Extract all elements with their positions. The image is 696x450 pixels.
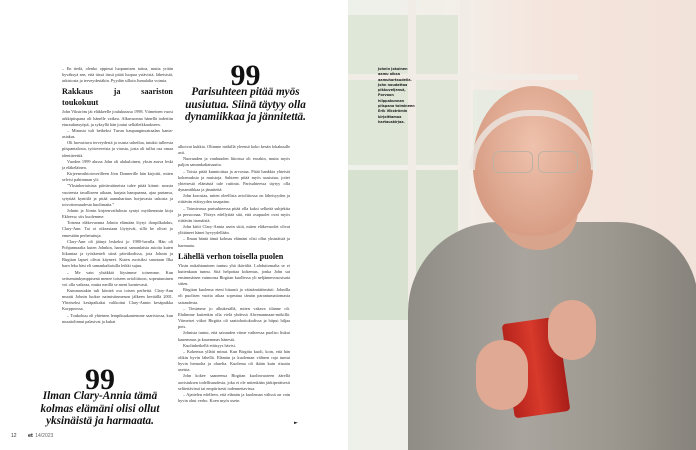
page-number: 12 xyxy=(11,433,17,439)
paragraph: Birgitan kuolema eteni hitaasti ja väistämättömästi. Johnilla oli puolisen vuotta aikaa sopeutua tämän parantumattomasta sairaudesta. xyxy=(178,287,290,305)
article-column-2 xyxy=(178,144,290,404)
paragraph: – Toukokuu oli yhteinen lempikuukautemme saaristossa, kun muuttolinnut palasivat ja kukat xyxy=(62,312,173,324)
quote-mark-icon: 99 xyxy=(85,363,115,396)
continue-arrow-icon: ► xyxy=(294,420,298,426)
magazine-logo: et xyxy=(27,433,33,439)
paragraph: Vuoden 1999 alussa John oli alakuloinen, yksin asuva leski ja eläkeläinen. xyxy=(62,158,173,170)
pull-quote-text: Ilman Clary-Annia tämä kolmas elämäni olisi ollut yksinäistä ja harmaata. xyxy=(40,390,160,427)
portrait-photo xyxy=(348,0,696,450)
article-column-1 xyxy=(62,66,173,325)
paragraph: – Kokemus yllätti minut. Kun Birgitta kuoli, koin, että hän olikin hyvin lähellä. Elämän ja kuoleman välinen raja tuntui hyvin hennolta ja ohuelta. Kuolema oli ikään kuin riisuttu aseista. xyxy=(178,348,290,373)
paragraph: – Ilman häntä tämä kolmas elämäni olisi ollut yksinäistä ja harmaata. xyxy=(178,236,290,248)
paragraph: Clary-Ann oli jäänyt leskeksi jo 1980-luvulla. Hän oli Pohjanmaalta kuten Johnkin, harrasti samanlaisia asioita kuten liikuntaa ja työskenteli siinä päiväkodissa, jota Johnin ja Birgitan lapset olivat käyneet. Kuten ruotsiksi sanotaan Ilka barn leka bäst eli samankaltaisilla leikki sujuu. xyxy=(62,238,173,269)
paragraph: John kiitti Clary-Annia usein siitä, miten eläkevuodet olivat ylittäneet hänet hyvyydellään. xyxy=(178,224,290,236)
paragraph: alkoivat kukkia. Olimme mökillä yleensä koko kesän lokakuulle asti. xyxy=(178,144,290,156)
paragraph: – Toista pitää kunnioittaa ja arvostaa. Pitää hankkia yhteisiä kokemuksia ja muistoja. Suhteen pitää myös uusiutua, jottei yhteisestä elämästä tule rutiinia. Parisuhteessa täytyy olla dynamiikkaa ja jännitettä. xyxy=(178,168,290,193)
paragraph: – Me vain yhtäkkiä löysimme toisemme. Kun seitsemänkymppisenä menee toiseen avioliittoon, sopeutuminen voi olla vaikeaa, mutta meillä se meni luontevasti. xyxy=(62,269,173,287)
glasses-left xyxy=(493,151,533,173)
paragraph: Kuolinhetkellä etäisyys hävisi. xyxy=(183,342,236,348)
pull-quote-bottom xyxy=(36,363,164,428)
folio xyxy=(11,433,53,439)
paragraph: Oli luovuttava terveydestä ja osasta urheilua, tutuksi tulleesta piispantalosta, työtovereista ja virasta, josta oli tullut osa omaa identiteettiä. xyxy=(62,140,173,158)
paragraph: Johnista tuntui, että sairauden viime vaiheessa puoliso liukui kauemmas ja kauemmas hänestä. xyxy=(178,330,290,342)
pull-quote-text: Parisuhteen pitää myös uusiutua. Siinä täytyy olla dynamiikkaa ja jännitettä. xyxy=(185,86,306,123)
photo-caption: Johnin jokainen aamu alkaa aamuhartaudella. John noudattaa pikkuveljensä, Porvoon hiippakunnan piispana toimineen Erik Vikströmin kirjoittamaa hartauskirjaa. xyxy=(378,67,415,124)
section-heading: Lähellä verhon toisella puolen xyxy=(178,251,284,261)
paragraph: Nuoruuden ja vanhuuden liitoissa oli eroakin, mutta myös paljon samankaltaisuutta. xyxy=(178,156,290,168)
paragraph: – Toimivassa parisuhteessa pitää olla kaksi selkeää subjektia ja persoonaa. Yhteys edellyttää sitä, että osapuolet ovat myös riittävän itsenäisiä. xyxy=(178,205,290,223)
quote-mark-icon: 99 xyxy=(230,59,261,92)
paragraph: Kirjeenvaihtotoverilleen Jörn Donnerille hän kirjoitti, miten selvisi pahimman yli: xyxy=(62,171,173,183)
paragraph: John kokee saaneensa Birgitan kuolinvuoteen äärellä aavistuksen todellisuudesta, joka ei ole mitenkään järkiperäisesti selitettävissä tai empiirisesti todennettavissa. xyxy=(178,373,290,391)
pull-quote-top xyxy=(183,59,308,124)
paragraph: – Minusta tuli betkeksi Turun kaupunginsairaalan kanta-asiakas. xyxy=(62,127,173,140)
paragraph: – En tiedä, olenko oppinut luopumisen taitoa, mutta yritän hyväksyä sen, että tässä iässä pitää luopua ystävistä, läheisistä, arkistosta ja terveydestäkin. Pyydän silloin Jumalalta voimia. xyxy=(62,66,173,84)
paragraph: Toisena eläkevuonna Johnin elämään löytyi ilonpilkahdus, Clary-Ann. Tai oi oikeastaan löytyivät, sillä he olivat jo ennestään perhetuttuja. xyxy=(62,220,173,238)
section-heading: Rakkaus ja saariston toukokuut xyxy=(62,87,173,108)
glasses-right xyxy=(538,151,578,173)
paragraph: John Vikström jäi eläkkeelle joulukuussa 1998. Viimeinen vuosi arkkipiispana oli hänelle vaikea. Alkuvuonna hänellä todettiin eturauhassyöpä, ja syksyllä hän joutui selkäleikkaukseen. xyxy=(62,109,173,127)
paragraph: – Tiesimme jo alkukesällä, miten vakava tilanne oli. Ehdimme kuitenkin olla vielä yhdessä Ahvenanmaan-mökillä. Viimeiset viikot Birgitta oli saattohoitokodissa ja hiipui hiljaa pois. xyxy=(178,305,290,330)
paragraph: Yksin nukahtaminen tuntuu yhä ikävältä. Lohduttomalta se ei kuitenkaan tunnu. Sitä helpottaa kokemus, jonka John sai ensimmäisen vaimonsa Birgitan kuollessa yli neljännesvuosisata sitten. xyxy=(178,262,290,287)
paragraph: – Ajattelen edelleen, että elämän ja kuoleman välissä on vain hyvin ohut verho. Koen myös usein xyxy=(178,391,290,404)
paragraph: John korostaa, miten oleellista avioliitossa on läheisyyden ja riittävän etäisyyden tasapaino. xyxy=(178,193,290,205)
paragraph: Johnin ja Jörnin kirjeenvaihdosta syntyi myöhemmin kirja Ekleesw, sits kuolemme. xyxy=(62,207,173,220)
paragraph: Kummastakin tuli kiinteä osa toisen perhettä. Clary-Ann muutti Johnin luokse naimisiinmenon jälkeen keväällä 2001. Yhteiseksi kesäpaikaksi valikoitui Clary-Annin kesäpaikka Korppoossa. xyxy=(62,288,173,312)
issue-number: 14/2023 xyxy=(35,433,54,439)
paragraph: ”Yksinkertaisista päivärutiineista tulee pitää kiinni: nousta vuoteesta tavalliseen aikaan, harjata hampaansa, ajaa partansa, sytyttää kynttilä ja pitää aamuhartaus horjuvasta uskosta ja toivottomuudesta huolimatta.” xyxy=(62,183,173,207)
